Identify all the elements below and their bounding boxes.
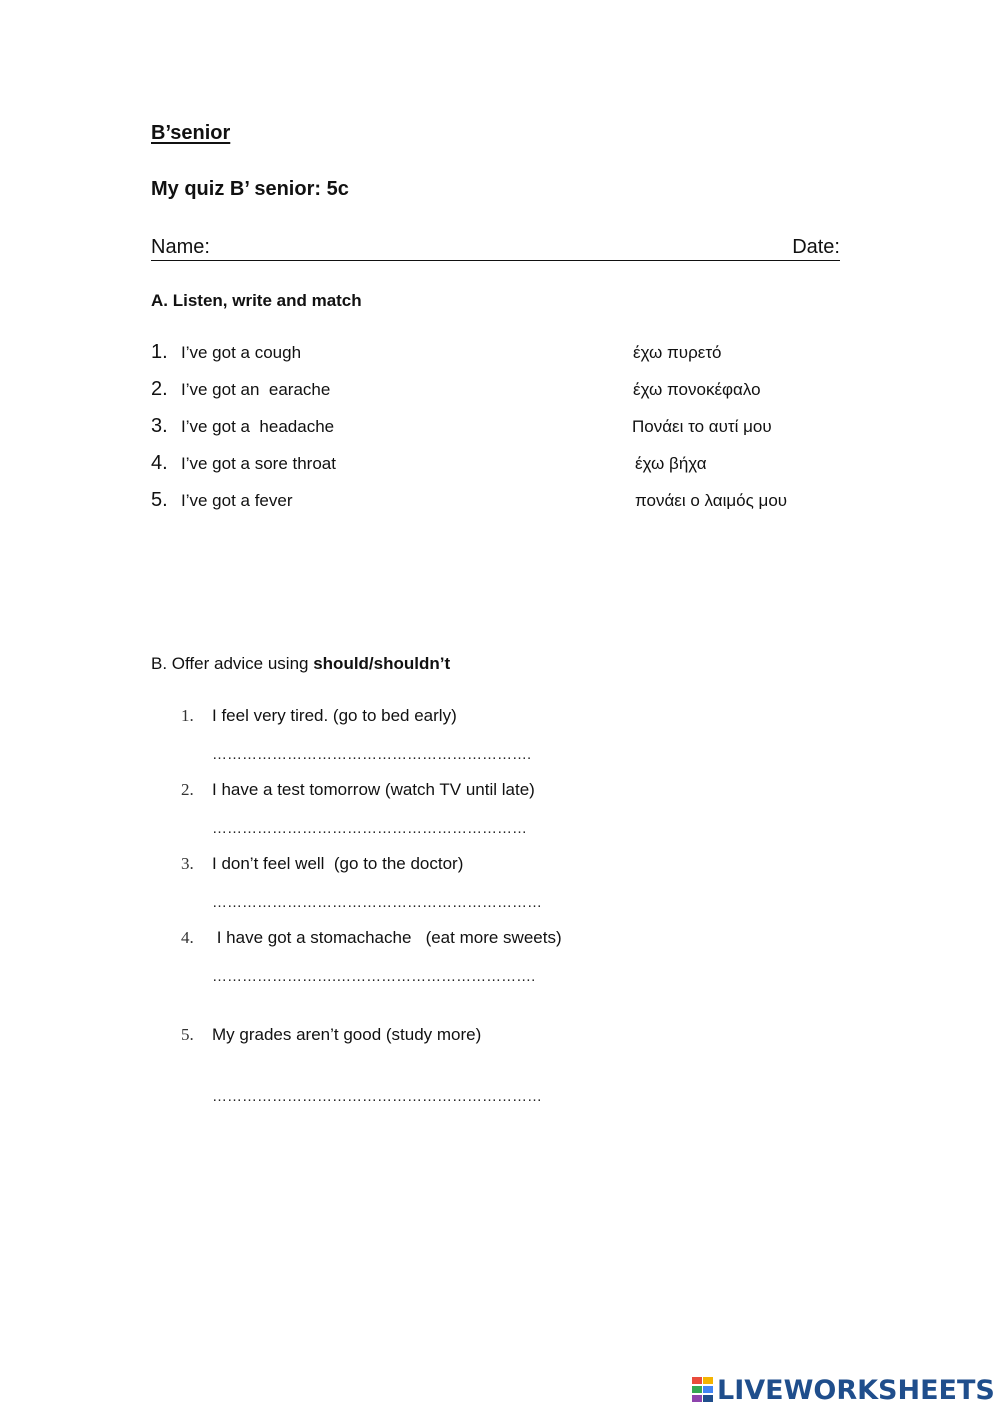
match-number: 4. xyxy=(151,452,168,474)
match-number: 3. xyxy=(151,415,168,437)
match-greek: έχω πονοκέφαλο xyxy=(633,380,761,399)
match-greek: έχω βήχα xyxy=(635,454,707,473)
question-number: 1. xyxy=(181,706,194,725)
answer-line[interactable]: ……………………………………………………… xyxy=(212,820,527,837)
match-english: I’ve got an earache xyxy=(181,380,331,399)
quiz-title: My quiz B’ senior: 5c xyxy=(151,178,349,200)
match-english: I’ve got a headache xyxy=(181,417,335,436)
match-row xyxy=(151,417,851,443)
question-number: 2. xyxy=(181,780,194,799)
question-text: I have a test tomorrow (watch TV until late) xyxy=(212,780,535,799)
liveworksheets-logo xyxy=(692,1374,995,1406)
match-greek: έχω πυρετό xyxy=(633,343,722,362)
answer-line[interactable]: ………………………………………………………. xyxy=(212,746,532,763)
section-a-title: A. Listen, write and match xyxy=(151,291,362,310)
section-b-title-bold: should/shouldn’t xyxy=(313,654,451,673)
match-english: I’ve got a sore throat xyxy=(181,454,336,473)
question-text: I feel very tired. (go to bed early) xyxy=(212,706,457,725)
match-number: 2. xyxy=(151,378,168,400)
question-text: My grades aren’t good (study more) xyxy=(212,1025,482,1044)
logo-text: LIVEWORKSHEETS xyxy=(717,1374,995,1406)
question-number: 3. xyxy=(181,854,194,873)
answer-line[interactable]: …………………….…………………………………. xyxy=(212,968,536,985)
match-greek: πονάει ο λαιμός μου xyxy=(635,491,788,510)
match-english: I’ve got a cough xyxy=(181,343,302,362)
match-number: 5. xyxy=(151,489,168,511)
question-number: 4. xyxy=(181,928,194,947)
match-number: 1. xyxy=(151,341,168,363)
question-text: I don’t feel well (go to the doctor) xyxy=(212,854,464,873)
question-text: I have got a stomachache (eat more sweets) xyxy=(212,928,562,947)
answer-line[interactable]: ………………………………………………………… xyxy=(212,1088,542,1105)
name-date-line xyxy=(151,234,840,261)
match-english: I’ve got a fever xyxy=(181,491,293,510)
match-row xyxy=(151,491,851,517)
section-b-title-prefix: B. Offer advice using xyxy=(151,654,314,673)
date-label: Date: xyxy=(792,236,840,258)
answer-line[interactable]: ………………………………………………………… xyxy=(212,894,542,911)
match-row xyxy=(151,454,851,480)
name-label: Name: xyxy=(151,236,210,258)
class-label: B’senior xyxy=(151,122,231,144)
question-number: 5. xyxy=(181,1025,194,1044)
match-row xyxy=(151,343,851,369)
section-b-title xyxy=(151,654,450,674)
liveworksheets-logo-icon xyxy=(692,1377,714,1403)
match-row xyxy=(151,380,851,406)
match-greek: Πονάει το αυτί μου xyxy=(632,417,772,436)
